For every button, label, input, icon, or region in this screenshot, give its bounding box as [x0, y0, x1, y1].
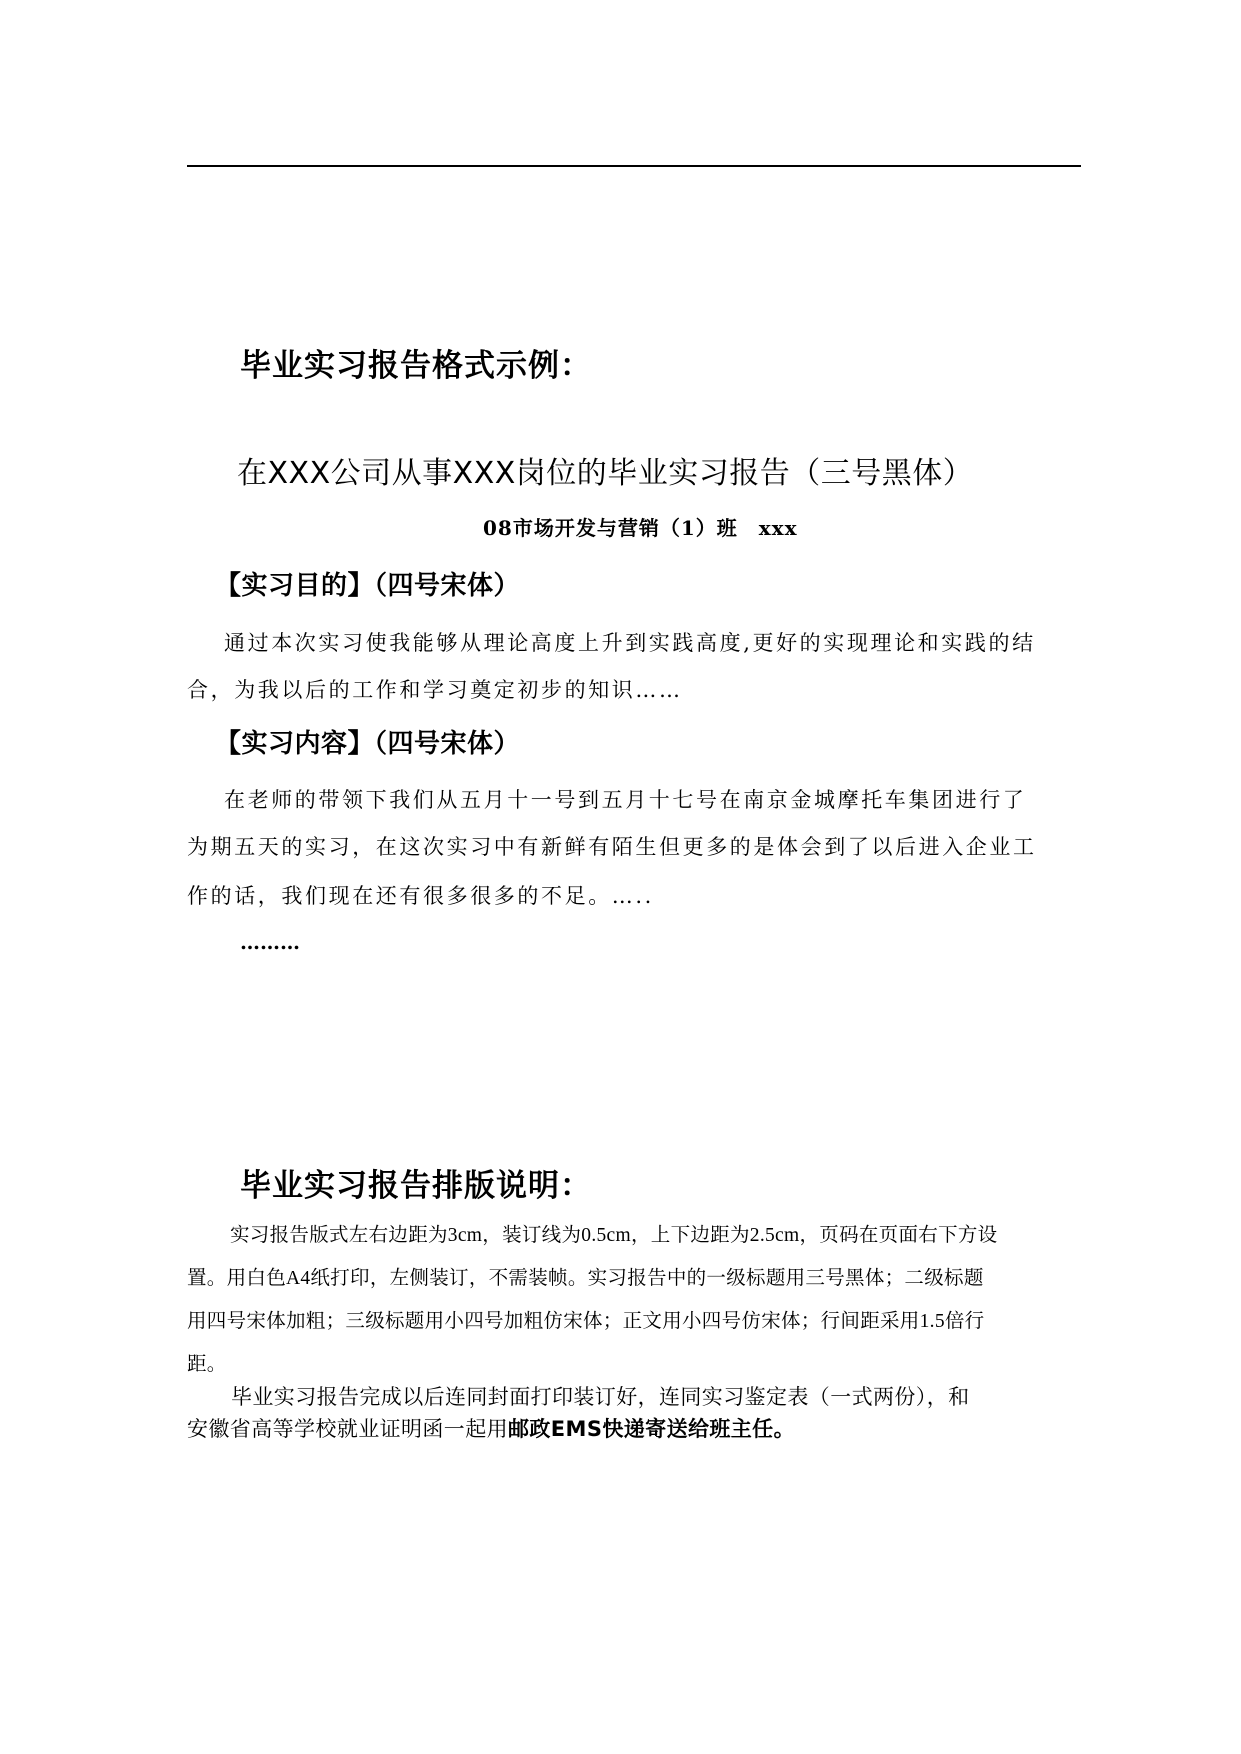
report-byline: 08市场开发与营销（1）班 xxx	[483, 516, 798, 540]
purpose-heading: 【实习目的】（四号宋体）	[215, 571, 521, 601]
example-heading: 毕业实习报告格式示例：	[240, 348, 592, 384]
content-heading: 【实习内容】（四号宋体）	[215, 729, 521, 759]
submission-line-2-emphasis: 邮政EMS快递寄送给班主任。	[508, 1417, 795, 1441]
report-title: 在XXX公司从事XXX岗位的毕业实习报告（三号黑体）	[237, 456, 974, 491]
submission-line-2-plain: 安徽省高等学校就业证明函一起用	[187, 1417, 508, 1441]
layout-notes-heading: 毕业实习报告排版说明：	[240, 1168, 592, 1204]
layout-note-line-4: 距。	[187, 1354, 227, 1375]
purpose-line-2: 合，为我以后的工作和学习奠定初步的知识……	[187, 678, 683, 702]
layout-note-line-2: 置。用白色A4纸打印，左侧装订，不需装帧。实习报告中的一级标题用三号黑体；二级标题	[187, 1268, 984, 1289]
content-line-3: 作的话，我们现在还有很多很多的不足。…..	[187, 884, 654, 908]
layout-note-line-1: 实习报告版式左右边距为3cm，装订线为0.5cm，上下边距为2.5cm，页码在页面右下方设	[230, 1225, 998, 1246]
continuation-ellipsis: ………	[240, 930, 300, 954]
content-line-2: 为期五天的实习，在这次实习中有新鲜有陌生但更多的是体会到了以后进入企业工	[187, 835, 1037, 859]
header-rule	[187, 165, 1081, 167]
layout-note-line-3: 用四号宋体加粗；三级标题用小四号加粗仿宋体；正文用小四号仿宋体；行间距采用1.5倍行	[187, 1311, 985, 1332]
content-line-1: 在老师的带领下我们从五月十一号到五月十七号在南京金城摩托车集团进行了	[224, 788, 1027, 812]
submission-line-1: 毕业实习报告完成以后连同封面打印装订好，连同实习鉴定表（一式两份），和	[231, 1385, 970, 1409]
purpose-line-1: 通过本次实习使我能够从理论高度上升到实践高度,更好的实现理论和实践的结	[224, 631, 1036, 655]
submission-line-2	[187, 1413, 795, 1443]
